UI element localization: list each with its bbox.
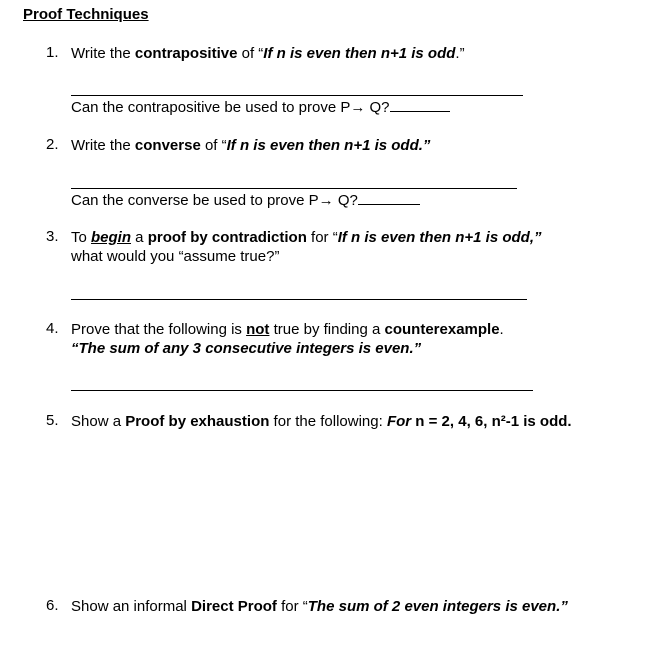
q1-number: 1. (46, 44, 59, 61)
page-title: Proof Techniques (23, 6, 149, 23)
q2-answer-line[interactable] (71, 188, 517, 189)
q4-answer-line[interactable] (71, 390, 533, 391)
q6-text: Show an informal Direct Proof for “The sum of 2 even integers is even.” (71, 598, 568, 615)
q5-text: Show a Proof by exhaustion for the following: For n = 2, 4, 6, n²-1 is odd. (71, 413, 572, 430)
q2-followup: Can the converse be used to prove P→ Q? (71, 192, 420, 209)
q3-text: To begin a proof by contradiction for “If n is even then n+1 is odd,” what would you “assume true?” (71, 229, 542, 265)
q3-number: 3. (46, 228, 59, 245)
q1-answer-line[interactable] (71, 95, 523, 96)
q4-text: Prove that the following is not true by finding a counterexample. “The sum of any 3 consecutive integers is even.” (71, 321, 504, 357)
q4-number: 4. (46, 320, 59, 337)
q2-text: Write the converse of “If n is even then n+1 is odd.” (71, 137, 431, 154)
q5-number: 5. (46, 412, 59, 429)
q2-number: 2. (46, 136, 59, 153)
q1-text: Write the contrapositive of “If n is even then n+1 is odd.” (71, 45, 465, 62)
q1-followup: Can the contrapositive be used to prove P→ Q? (71, 99, 450, 116)
q3-answer-line[interactable] (71, 299, 527, 300)
q6-number: 6. (46, 597, 59, 614)
